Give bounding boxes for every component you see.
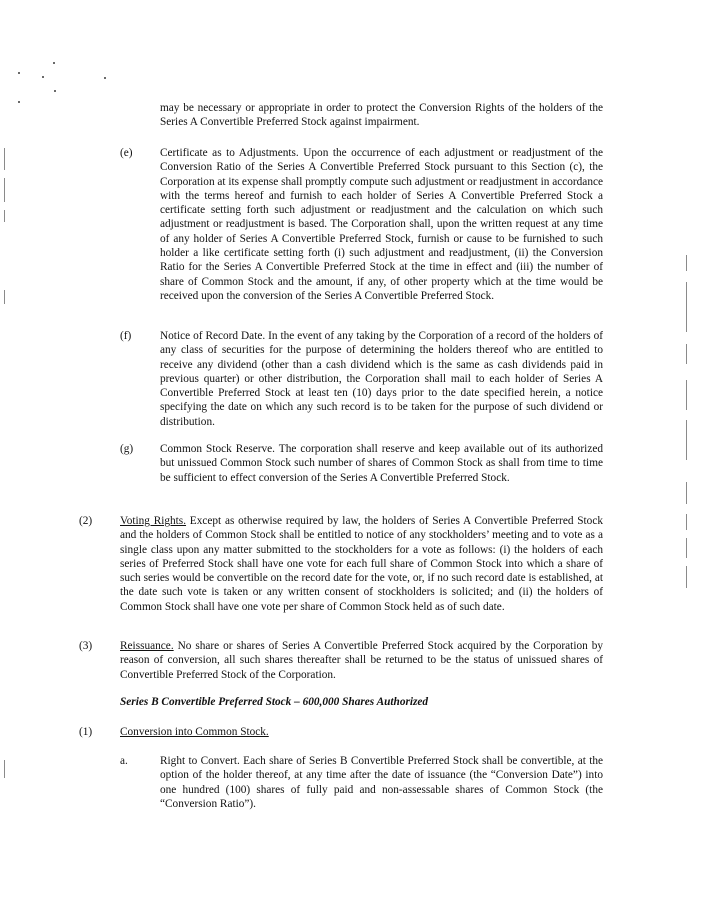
reissuance-paragraph	[120, 639, 603, 682]
conversion-number: (1)	[79, 726, 93, 738]
scan-margin-mark	[4, 290, 5, 304]
item-f-notice-of-record-date: Notice of Record Date. In the event of any taking by the Corporation of a record of the holders of any class of securities for the purpose of determining the holders thereof who are entitled to receive any dividend (other than a cash dividend which is the same as cash dividends paid in previous quarter) or other distribution, the Corporation shall mail to each holder of Series A Convertible Preferred Stock at least ten (10) days prior to the date specified herein, a notice specifying the date on which any such record is to be taken for the purpose of such dividend or distribution.	[160, 330, 603, 428]
scan-margin-mark	[686, 255, 687, 271]
voting-rights-title: Voting Rights.	[120, 515, 187, 527]
scan-speck	[104, 77, 106, 79]
reissuance-text: No share or shares of Series A Convertible Preferred Stock acquired by the Corporation by reason of conversion, all such shares thereafter shall be returned to be the status of unissued shares of Convertible Preferred Stock of the Corporation.	[120, 640, 603, 681]
scan-margin-mark	[4, 210, 5, 222]
scan-margin-mark	[686, 282, 687, 332]
item-e-certificate-as-to-adjustments: Certificate as to Adjustments. Upon the occurrence of each adjustment or readjustment of the Conversion Ratio of the Series A Convertible Preferred Stock pursuant to this Section (c), the Corporation at its expense shall promptly compute such adjustment or readjustment in accordance with the terms hereof and furnish to each holder of Series A Convertible Preferred Stock a certificate setting forth such adjustment or readjustment and the calculation on which such adjustment or readjustment is based. The Corporation shall, upon the written request at any time of any holder of Series A Convertible Preferred Stock, furnish or cause to be furnished to such holder a like certificate setting forth (i) such adjustment and readjustment, (ii) the Conversion Ratio for the Series A Convertible Preferred Stock at the time in effect and (iii) the number of share of Common Stock and the amount, if any, of other property which at the time would be received upon the conversion of the Series A Convertible Preferred Stock.	[160, 147, 603, 302]
voting-rights-text: Except as otherwise required by law, the holders of Series A Convertible Preferred Stock and the holders of Common Stock shall be entitled to notice of any stockholders’ meeting and to vote as a single class upon any matter submitted to the stockholders for a vote as follows: (i) the holders of each series of Preferred Stock shall have one vote for each full share of Common Stock into which a share of such series would be convertible on the record date for the vote, or, if no such record date is established, at the date such vote is taken or any written consent of stockholders is solicited; and (ii) the holders of Common Stock shall have one vote per share of Common Stock held as of such date.	[120, 515, 603, 613]
scan-margin-mark	[686, 514, 687, 530]
scan-speck	[18, 101, 20, 103]
item-e-label: (e)	[120, 147, 133, 159]
series-b-heading: Series B Convertible Preferred Stock – 600,000 Shares Authorized	[120, 696, 429, 708]
scan-margin-mark	[686, 566, 687, 588]
scan-speck	[53, 62, 55, 64]
scan-margin-mark	[4, 178, 5, 202]
reissuance-title: Reissuance.	[120, 640, 174, 652]
right-to-convert-paragraph: Right to Convert. Each share of Series B Convertible Preferred Stock shall be convertible, at the option of the holder thereof, at any time after the date of issuance (the “Conversion Date”) into one hundred (100) shares of fully paid and non-assessable shares of Common Stock (the “Conversion Ratio”).	[160, 755, 603, 810]
right-to-convert-label: a.	[120, 755, 128, 767]
scan-margin-mark	[686, 344, 687, 364]
scan-margin-mark	[686, 420, 687, 460]
scan-margin-mark	[4, 148, 5, 170]
item-g-label: (g)	[120, 443, 134, 455]
item-f-label: (f)	[120, 330, 132, 342]
conversion-title: Conversion into Common Stock.	[120, 726, 269, 738]
voting-rights-number: (2)	[79, 515, 93, 527]
scan-speck	[18, 72, 20, 74]
scan-margin-mark	[686, 482, 687, 504]
scan-speck	[42, 76, 44, 78]
reissuance-number: (3)	[79, 640, 93, 652]
scan-margin-mark	[686, 380, 687, 410]
scan-speck	[54, 90, 56, 92]
item-g-common-stock-reserve: Common Stock Reserve. The corporation shall reserve and keep available out of its authorized but unissued Common Stock such number of shares of Common Stock as shall from time to time be sufficient to effect conversion of the Series A Convertible Preferred Stock.	[160, 443, 603, 484]
voting-rights-paragraph	[120, 514, 603, 614]
continuation-paragraph: may be necessary or appropriate in order to protect the Conversion Rights of the holders of the Series A Convertible Preferred Stock against impairment.	[160, 102, 603, 129]
scan-margin-mark	[4, 760, 5, 778]
scan-margin-mark	[686, 538, 687, 558]
